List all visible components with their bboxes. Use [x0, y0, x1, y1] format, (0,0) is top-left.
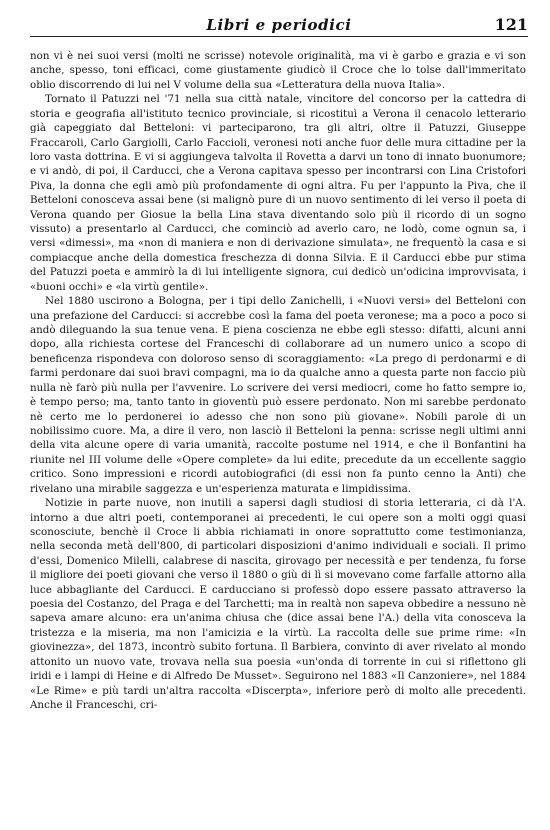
header-rule	[30, 36, 528, 37]
paragraph-patuzzi: Tornato il Patuzzi nel '71 nella sua città natale, vincitore del concorso per la cattedra di storia e geografia all'istituto tecnico provinciale, si ricostituì a Verona il cenacolo letterario già capeggiato dal Betteloni: vi parteciparono, tra gli altri, oltre il Patuzzi, Giuseppe Fraccaroli, Carlo Gargiolli, Carlo Faccioli, veronesi noti anche fuor delle mura cittadine per la loro vasta dottrina. E vi si aggiungeva talvolta il Rovetta a darvi un tono di innato buonumore; e vi andò, di poi, il Carducci, che a Verona capitava spesso per incontrarsi con Lina Cristofori Piva, la donna che egli amò più profondamente di ogni altra. Fu per l'appunto la Piva, che il Betteloni conosceva assai bene (si malignò pure di un nuovo sentimento di lei verso il poeta di Verona quando per Giosue la bella Lina stava diventando solo più il ricordo di un sogno vissuto) a presentarlo al Carducci, che cominciò ad averlo caro, ne lodò, come ognun sa, i versi «dimessi», ma «non di maniera e non di derivazione simulata», ne frequentò la casa e si compiacque anche della domestica freschezza di donna Silvia. E il Carducci ebbe pur stima del Patuzzi poeta e ammirò la di lui intelligente signora, cui dedicò un'odicina improvvisata, i «buoni occhi» e «la virtù gentile».	[30, 93, 526, 293]
paragraph-milelli: Notizie in parte nuove, non inutili a sapersi dagli studiosi di storia letteraria, ci dà l'A. intorno a due altri poeti, contemporanei ai precedenti, le cui opere son a molti oggi quasi sconosciute, benchè il Croce li abbia richiamati in onore soprattutto come testimonianza, nella seconda metà dell'800, di particolari disposizioni d'animo individuali e sociali. Il primo d'essi, Domenico Milelli, calabrese di nascita, girovago per necessità e per tendenza, fu forse il migliore dei poeti giovani che verso il 1880 o giù di lì si movevano come farfalle attorno alla luce abbagliante del Carducci. E carducciano si professò dopo essere passato attraverso la poesia del Costanzo, del Praga e del Tarchetti; ma in realtà non sapeva obbedire a nessuno nè sapeva amare alcuno: era un'anima chiusa che (dice assai bene l'A.) della vita conosceva la tristezza e la miseria, ma non l'amicizia e la virtù. La raccolta delle sue prime rime: «In giovinezza», del 1873, incontrò subito fortuna. Il Barbiera, convinto di aver rivelato al mondo attonito un nuovo vate, trovava nella sua poesia «un'onda di torrente in cui si riflettono gli iridi e i lampi di Heine e di Alfredo De Musset». Seguirono nel 1883 «Il Canzoniere», nel 1884 «Le Rime» e più tardi un'altra raccolta «Discerpta», inferiore però di molto alle precedenti. Anche il Franceschi, cri-	[30, 497, 526, 711]
page-number: 121	[494, 15, 528, 34]
running-header	[30, 10, 528, 34]
running-title: Libri e periodici	[206, 16, 352, 34]
body-text	[30, 49, 526, 712]
paragraph-nuovi-versi: Nel 1880 uscirono a Bologna, per i tipi dello Zanichelli, i «Nuovi versi» del Betteloni con una prefazione del Carducci: si accrebbe così la fama del poeta veronese; ma a poco a poco si andò dileguando la sua tenue vena. E piena coscienza ne ebbe egli stesso: difatti, alcuni anni dopo, alla richiesta cortese del Franceschi di collaborare ad un numero unico a scopo di beneficenza rispondeva con doloroso senso di scoraggiamento: «La prego di perdonarmi e di farmi perdonare dai suoi bravi compagni, ma io da qualche anno a questa parte non faccio più nulla nè farò più nulla per l'avvenire. Lo scrivere dei versi mediocri, come ho fatto sempre io, è tempo perso; ma, tanto tanto in gioventù può essere perdonato. Non mi sarebbe perdonato nè certo me lo perdonerei io adesso che non sono più giovane». Nobili parole di un nobilissimo cuore. Ma, a dire il vero, non lasciò il Betteloni la penna: scrisse negli ultimi anni della vita alcune opere di varia umanità, raccolte postume nel 1914, e che il Bonfantini ha riunite nel III volume delle «Opere complete» da lui edite, precedute da un eccellente saggio critico. Sono impressioni e ricordi autobiografici (di essi non fa punto cenno la Anti) che rivelano una mirabile saggezza e un'esperienza maturata e limpidissima.	[30, 295, 526, 495]
paragraph-continuation: non vi è nei suoi versi (molti ne scrisse) notevole originalità, ma vi è garbo e grazia e vi son anche, spesso, toni efficaci, come giustamente giudicò il Croce che lo tolse dall'immeritato oblio discorrendo di lui nel V volume della sua «Letteratura della nuova Italia».	[30, 50, 526, 91]
